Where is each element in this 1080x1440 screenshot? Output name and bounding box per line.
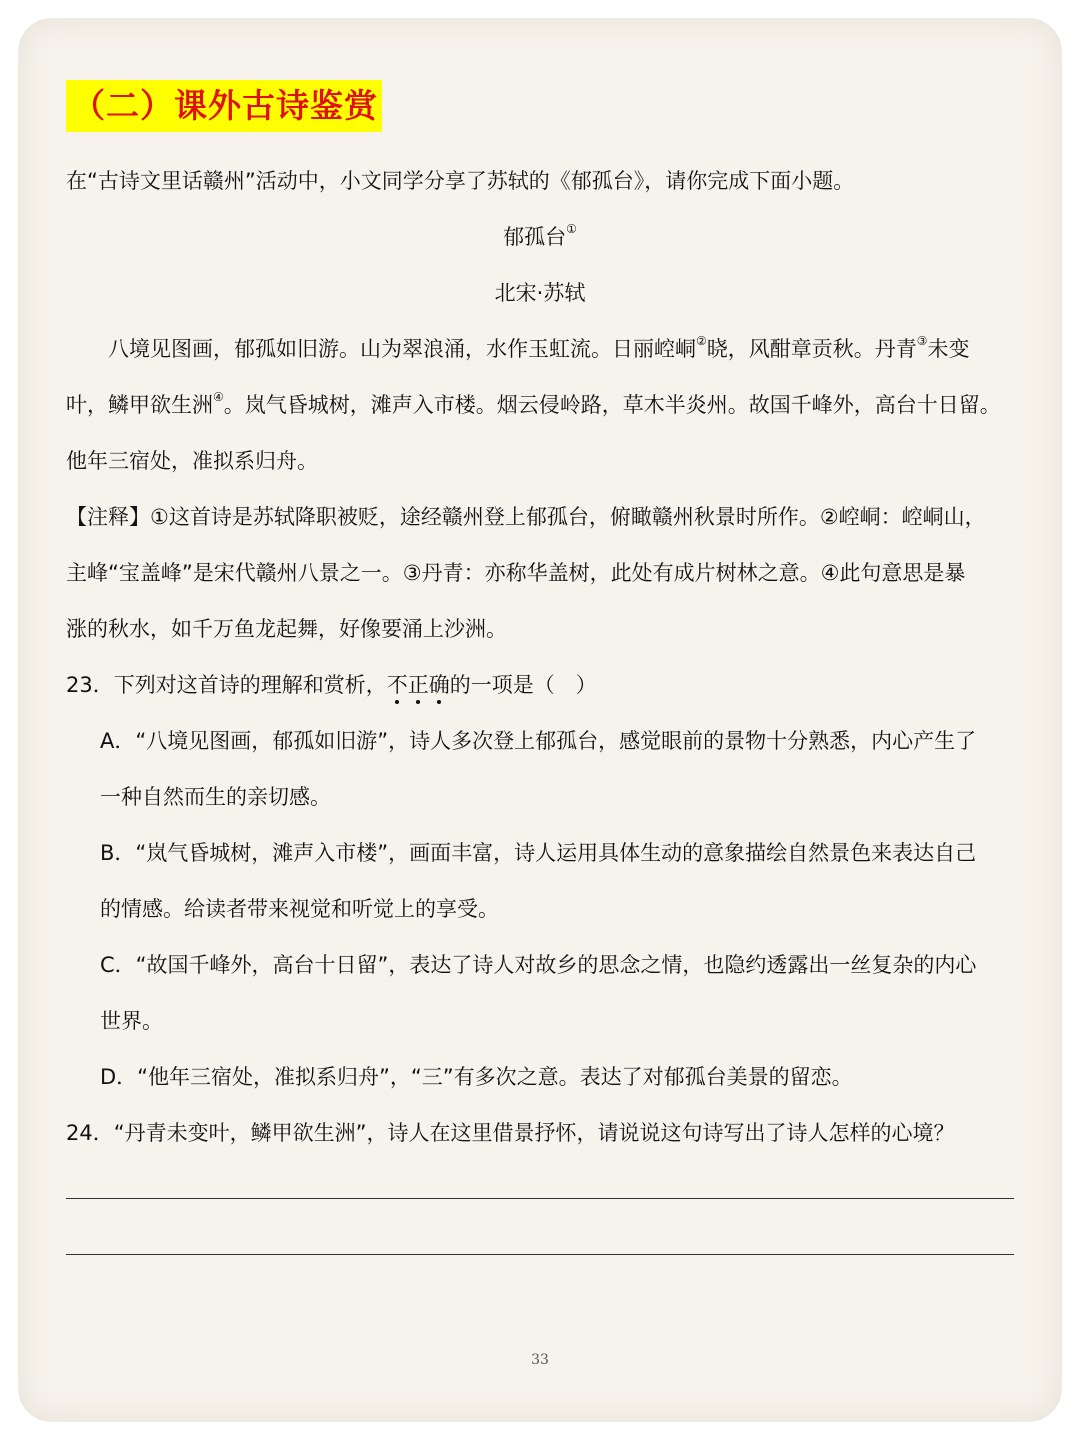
notes-line-3: 涨的秋水，如千万鱼龙起舞，好像要涌上沙洲。 [66, 617, 507, 641]
answer-line-1[interactable] [66, 1198, 1014, 1199]
question-23-stem-part-b: 的一项是（ ） [449, 673, 597, 697]
option-a-line-2: 一种自然而生的亲切感。 [100, 785, 331, 809]
question-24-stem: 24．“丹青未变叶，鳞甲欲生洲”，诗人在这里借景抒怀，请说说这句诗写出了诗人怎样的心境？ [66, 1121, 955, 1145]
emphasis-char-3: 确 [428, 673, 450, 697]
notes-line-2: 主峰“宝盖峰”是宋代赣州八景之一。③丹青：亦称华盖树，此处有成片树林之意。④此句意思是暴 [66, 561, 966, 585]
document-page [18, 18, 1062, 1422]
poem-line-1-part-c: 未变 [927, 337, 970, 361]
answer-line-2[interactable] [66, 1254, 1014, 1255]
note-marker-3: ③ [916, 334, 928, 348]
option-b-line-1: B．“岚气昏城树，滩声入市楼”，画面丰富，诗人运用具体生动的意象描绘自然景色来表达自己 [100, 841, 977, 865]
poem-line-3: 他年三宿处，准拟系归舟。 [66, 449, 318, 473]
poem-title-text: 郁孤台 [503, 225, 567, 249]
option-d-line-1: D．“他年三宿处，准拟系归舟”，“三”有多次之意。表达了对郁孤台美景的留恋。 [100, 1065, 853, 1089]
notes-line-1: 【注释】①这首诗是苏轼降职被贬，途经赣州登上郁孤台，俯瞰赣州秋景时所作。②崆峒：崆峒山， [66, 505, 986, 529]
question-23-stem-part-a: 23．下列对这首诗的理解和赏析， [66, 673, 387, 697]
note-marker-2: ② [696, 334, 707, 348]
emphasis-char-2: 正 [407, 673, 429, 697]
page-number: 33 [531, 1352, 549, 1368]
question-23-stem [66, 670, 597, 700]
poem-line-2-part-a: 叶，鳞甲欲生洲 [66, 393, 213, 417]
poem-line-1-part-a: 八境见图画，郁孤如旧游。山为翠浪涌，水作玉虹流。日丽崆峒 [66, 337, 696, 361]
poem-author: 北宋·苏轼 [494, 281, 586, 305]
poem-line-2 [66, 390, 1001, 420]
option-c-line-1: C．“故国千峰外，高台十日留”，表达了诗人对故乡的思念之情，也隐约透露出一丝复杂的内心 [100, 953, 977, 977]
note-marker-4: ④ [213, 390, 224, 404]
option-a-line-1: A．“八境见图画，郁孤如旧游”，诗人多次登上郁孤台，感觉眼前的景物十分熟悉，内心产生了 [100, 729, 977, 753]
option-c-line-2: 世界。 [100, 1009, 163, 1033]
emphasis-char-1: 不 [386, 673, 408, 697]
section-title: （二）课外古诗鉴赏 [66, 80, 382, 132]
poem-line-2-part-b: 。岚气昏城树，滩声入市楼。烟云侵岭路，草木半炎州。故国千峰外，高台十日留。 [223, 393, 1001, 417]
poem-title [18, 222, 1062, 252]
poem-title-note-marker: ① [566, 222, 577, 236]
poem-line-1 [66, 334, 970, 364]
intro-text: 在“古诗文里话赣州”活动中，小文同学分享了苏轼的《郁孤台》，请你完成下面小题。 [66, 169, 855, 193]
poem-line-1-part-b: 晓，风酣章贡秋。丹青 [706, 337, 917, 361]
option-b-line-2: 的情感。给读者带来视觉和听觉上的享受。 [100, 897, 499, 921]
